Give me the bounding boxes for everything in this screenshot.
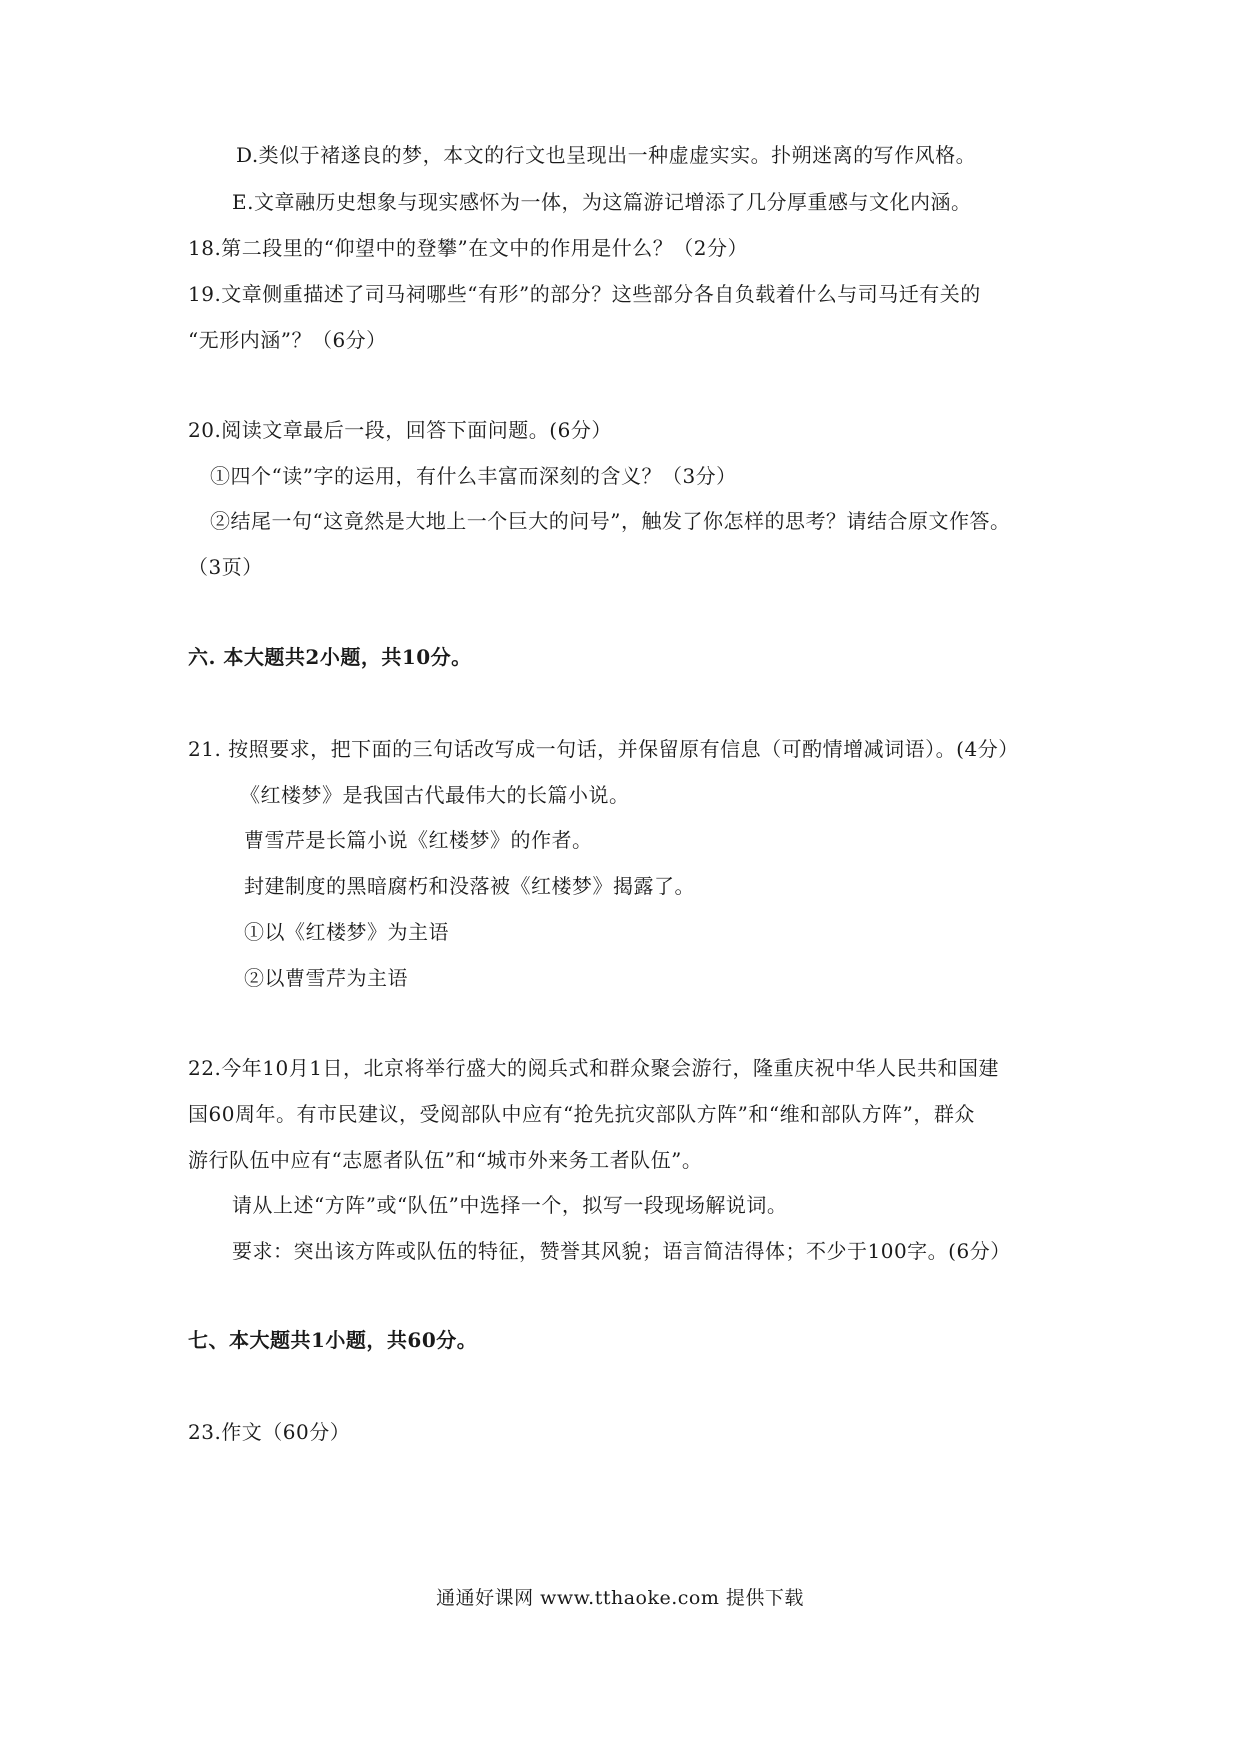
page-footer: 通通好课网 www.tthaoke.com 提供下载 bbox=[436, 1587, 804, 1609]
section-7-heading: 七、本大题共1小题，共60分。 bbox=[188, 1328, 478, 1352]
question-21-sentence-3: 封建制度的黑暗腐朽和没落被《红楼梦》揭露了。 bbox=[244, 874, 695, 898]
question-20-stem: 20.阅读文章最后一段，回答下面问题。(6分） bbox=[188, 418, 612, 442]
question-22-line-2: 国60周年。有市民建议，受阅部队中应有“抢先抗灾部队方阵”和“维和部队方阵”，群众 bbox=[188, 1102, 975, 1126]
question-21-sentence-1: 《红楼梦》是我国古代最伟大的长篇小说。 bbox=[240, 783, 630, 807]
question-22-line-4: 请从上述“方阵”或“队伍”中选择一个，拟写一段现场解说词。 bbox=[232, 1193, 788, 1217]
question-22-line-5: 要求：突出该方阵或队伍的特征，赞誉其风貌；语言简洁得体；不少于100字。(6分） bbox=[232, 1239, 1011, 1263]
question-22-line-1: 22.今年10月1日，北京将举行盛大的阅兵式和群众聚会游行，隆重庆祝中华人民共和国建 bbox=[188, 1056, 999, 1080]
question-23: 23.作文（60分） bbox=[188, 1420, 351, 1444]
question-19-line-2: “无形内涵”？（6分） bbox=[188, 328, 387, 352]
question-21-requirement-1: ①以《红楼梦》为主语 bbox=[244, 920, 449, 944]
question-19-line-1: 19.文章侧重描述了司马祠哪些“有形”的部分？这些部分各自负载着什么与司马迁有关的 bbox=[188, 282, 981, 306]
question-18: 18.第二段里的“仰望中的登攀”在文中的作用是什么？（2分） bbox=[188, 236, 748, 260]
question-20-sub-1: ①四个“读”字的运用，有什么丰富而深刻的含义？（3分） bbox=[210, 464, 737, 488]
question-20-sub-2-line-2: （3页） bbox=[188, 555, 263, 579]
option-d: D.类似于褚遂良的梦，本文的行文也呈现出一种虚虚实实。扑朔迷离的写作风格。 bbox=[236, 143, 977, 167]
option-e: E.文章融历史想象与现实感怀为一体，为这篇游记增添了几分厚重感与文化内涵。 bbox=[232, 190, 972, 214]
question-21-requirement-2: ②以曹雪芹为主语 bbox=[244, 966, 408, 990]
question-22-line-3: 游行队伍中应有“志愿者队伍”和“城市外来务工者队伍”。 bbox=[188, 1148, 703, 1172]
question-21-sentence-2: 曹雪芹是长篇小说《红楼梦》的作者。 bbox=[244, 828, 593, 852]
question-20-sub-2-line-1: ②结尾一句“这竟然是大地上一个巨大的问号”，触发了你怎样的思考？请结合原文作答。 bbox=[210, 509, 1011, 533]
section-6-heading: 六. 本大题共2小题，共10分。 bbox=[188, 645, 472, 669]
question-21-stem: 21. 按照要求，把下面的三句话改写成一句话，并保留原有信息（可酌情增减词语）。(4分） bbox=[188, 737, 1019, 761]
